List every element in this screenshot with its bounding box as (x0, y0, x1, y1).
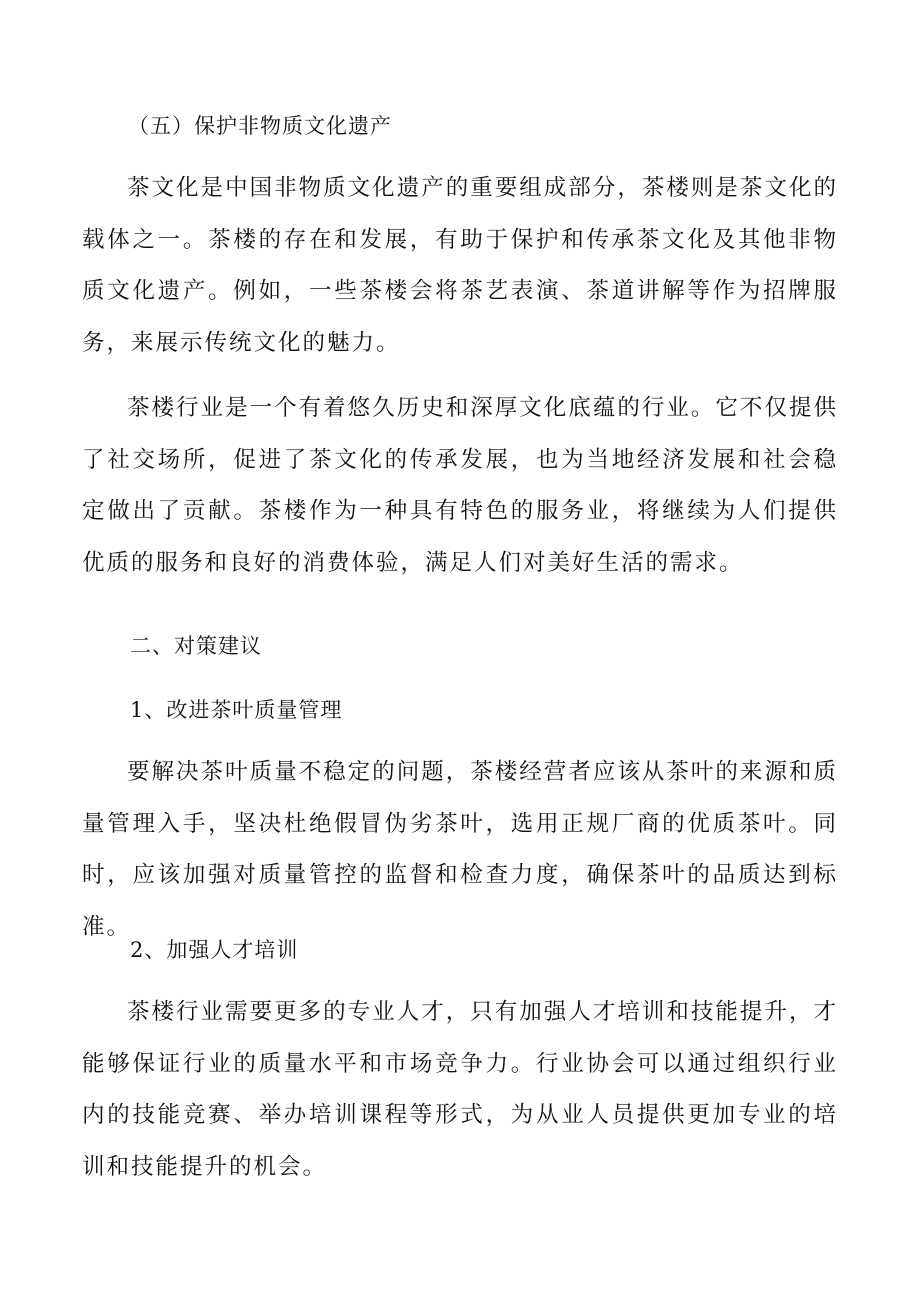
paragraph-talent-training: 茶楼行业需要更多的专业人才，只有加强人才培训和技能提升，才能够保证行业的质量水平和市场竞争力。行业协会可以通过组织行业内的技能竞赛、举办培训课程等形式，为从业人员提供更加专业的培训和技能提升的机会。 (82, 999, 838, 1180)
section-heading-protect-heritage: （五）保护非物质文化遗产 (128, 114, 392, 138)
paragraph-tea-culture-heritage: 茶文化是中国非物质文化遗产的重要组成部分，茶楼则是茶文化的载体之一。茶楼的存在和发展，有助于保护和传承茶文化及其他非物质文化遗产。例如，一些茶楼会将茶艺表演、茶道讲解等作为招牌服务，来展示传统文化的魅力。 (82, 175, 838, 356)
paragraph-teahouse-industry-summary: 茶楼行业是一个有着悠久历史和深厚文化底蕴的行业。它不仅提供了社交场所，促进了茶文化的传承发展，也为当地经济发展和社会稳定做出了贡献。茶楼作为一种具有特色的服务业，将继续为人们提供优质的服务和良好的消费体验，满足人们对美好生活的需求。 (82, 395, 838, 576)
chapter-heading-recommendations: 二、对策建议 (130, 634, 262, 658)
paragraph-tea-quality-management: 要解决茶叶质量不稳定的问题，茶楼经营者应该从茶叶的来源和质量管理入手，坚决杜绝假冒伪劣茶叶，选用正规厂商的优质茶叶。同时，应该加强对质量管控的监督和检查力度，确保茶叶的品质达到标准。 (82, 759, 838, 940)
item-heading-talent-training: 2、加强人才培训 (130, 938, 299, 962)
item-heading-tea-quality: 1、改进茶叶质量管理 (130, 698, 343, 722)
